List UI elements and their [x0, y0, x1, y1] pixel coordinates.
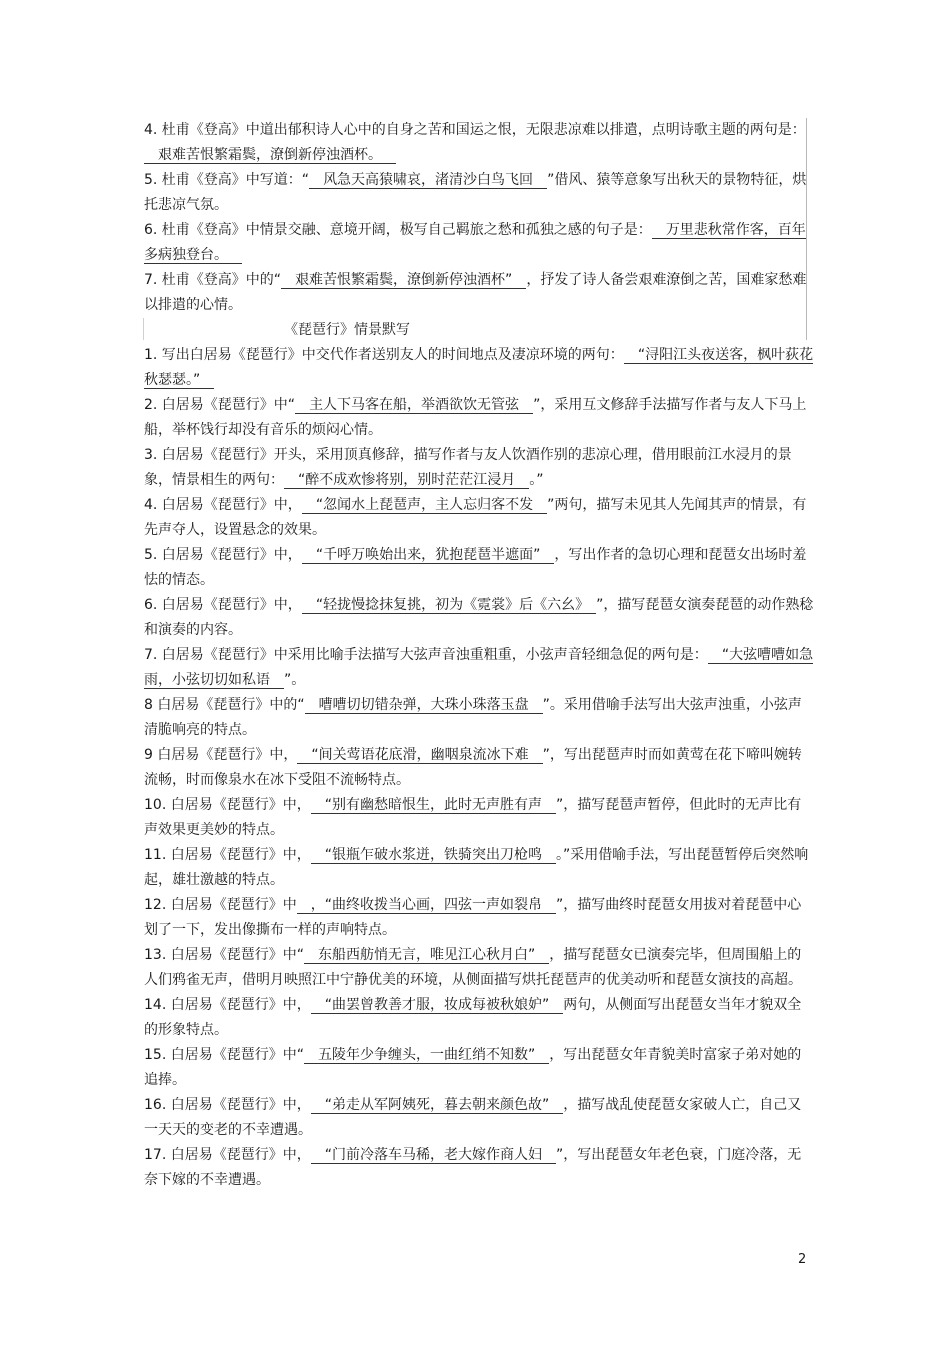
answer-blank: “别有幽愁暗恨生，此时无声胜有声 [311, 797, 556, 814]
question-item: 5. 白居易《琵琶行》中， “千呼万唤始出来，犹抱琵琶半遮面” ，写出作者的急切心理和琵琶女出场时羞怯的情态。 [144, 547, 807, 588]
document-body [144, 118, 814, 1193]
question-item: 6. 杜甫《登高》中情景交融、意境开阔，极写自己羁旅之愁和孤独之感的句子是： 万里悲秋常作客，百年多病独登台。 [144, 222, 806, 263]
question-item: 12. 白居易《琵琶行》中 ，“曲终收拨当心画，四弦一声如裂帛 ”，描写曲终时琵琶女用拔对着琵琶中心划了一下，发出像撕布一样的声响特点。 [144, 897, 802, 938]
answer-blank: 东船西舫悄无言，唯见江心秋月白” [304, 947, 549, 964]
question-item: 13. 白居易《琵琶行》中“ 东船西舫悄无言，唯见江心秋月白” ，描写琵琶女已演奏完毕，但周围船上的人们鸦雀无声，借明月映照江中宁静优美的环境，从侧面描写烘托琵琶声的优美动听和琵琶女演技的高超。 [144, 947, 802, 988]
question-item: 11. 白居易《琵琶行》中， “银瓶乍破水浆迸，铁骑突出刀枪鸣 。”采用借喻手法，写出琵琶暂停后突然响起，雄壮激越的特点。 [144, 847, 809, 888]
answer-blank: 艰难苦恨繁霜鬓，潦倒新停浊酒杯。 [144, 147, 396, 164]
answer-blank: “弟走从军阿姨死，暮去朝来颜色故” [311, 1097, 564, 1114]
question-item: 6. 白居易《琵琶行》中， “轻拢慢捻抹复挑，初为《霓裳》后《六幺》 ”，描写琵琶女演奏琵琶的动作熟稔和演奏的内容。 [144, 597, 814, 638]
answer-blank: “轻拢慢捻抹复挑，初为《霓裳》后《六幺》 [302, 597, 596, 614]
question-item: 14. 白居易《琵琶行》中， “曲罢曾教善才服，妆成每被秋娘妒” 两句，从侧面写出琵琶女当年才貌双全的形象特点。 [144, 997, 802, 1038]
question-item: 7. 白居易《琵琶行》中采用比喻手法描写大弦声音浊重粗重，小弦声音轻细急促的两句是： “大弦嘈嘈如急雨，小弦切切如私语 ”。 [144, 647, 814, 688]
question-item: 10. 白居易《琵琶行》中， “别有幽愁暗恨生，此时无声胜有声 ”，描写琵琶声暂停，但此时的无声比有声效果更美妙的特点。 [144, 797, 802, 838]
question-item: 8 白居易《琵琶行》中的“ 嘈嘈切切错杂弹，大珠小珠落玉盘 ”。采用借喻手法写出大弦声浊重，小弦声清脆响亮的特点。 [144, 697, 802, 738]
answer-blank: “大弦嘈嘈如急雨，小弦切切如私语 [144, 647, 814, 688]
answer-blank: “浔阳江头夜送客，枫叶荻花秋瑟瑟。” [144, 347, 814, 388]
answer-blank: 嘈嘈切切错杂弹，大珠小珠落玉盘 [305, 697, 543, 714]
section-title: 《琵琶行》情景默写 [284, 322, 410, 338]
question-item: 3. 白居易《琵琶行》开头，采用顶真修辞，描写作者与友人饮酒作别的悲凉心理，借用眼前江水浸月的景象，情景相生的两句： “醉不成欢惨将别，别时茫茫江浸月 。” [144, 447, 792, 488]
question-item: 15. 白居易《琵琶行》中“ 五陵年少争缠头，一曲红绡不知数” ，写出琵琶女年青貌美时富家子弟对她的追捧。 [144, 1047, 802, 1088]
answer-blank: “忽闻水上琵琶声，主人忘归客不发 [302, 497, 547, 514]
answer-blank: 主人下马客在船，举酒欲饮无管弦 [295, 397, 533, 414]
question-item: 9 白居易《琵琶行》中， “间关莺语花底滑，幽咽泉流冰下难 ”，写出琵琶声时而如黄莺在花下啼叫婉转流畅，时而像泉水在冰下受阻不流畅特点。 [144, 747, 802, 788]
question-item: 16. 白居易《琵琶行》中， “弟走从军阿姨死，暮去朝来颜色故” ，描写战乱使琵琶女家破人亡，自己又一天天的变老的不幸遭遇。 [144, 1097, 802, 1138]
answer-blank: 万里悲秋常作客，百年多病独登台。 [144, 222, 806, 263]
question-item: 4. 白居易《琵琶行》中， “忽闻水上琵琶声，主人忘归客不发 ”两句，描写未见其人先闻其声的情景，有先声夺人，设置悬念的效果。 [144, 497, 807, 538]
question-item: 2. 白居易《琵琶行》中“ 主人下马客在船，举酒欲饮无管弦 ”，采用互文修辞手法描写作者与友人下马上船，举杯饯行却没有音乐的烦闷心情。 [144, 397, 807, 438]
question-item: 17. 白居易《琵琶行》中， “门前冷落车马稀，老大嫁作商人妇 ”，写出琵琶女年老色衰，门庭冷落，无奈下嫁的不幸遭遇。 [144, 1147, 802, 1188]
answer-blank: “醉不成欢惨将别，别时茫茫江浸月 [284, 472, 529, 489]
answer-blank: 风急天高猿啸哀，渚清沙白鸟飞回 [309, 172, 547, 189]
answer-blank: “门前冷落车马稀，老大嫁作商人妇 [311, 1147, 556, 1164]
answer-blank: 五陵年少争缠头，一曲红绡不知数” [304, 1047, 549, 1064]
page-number: 2 [798, 1252, 807, 1267]
question-item: 7. 杜甫《登高》中的“ 艰难苦恨繁霜鬓，潦倒新停浊酒杯” ，抒发了诗人备尝艰难潦倒之苦，国难家愁难以排遣的心情。 [144, 272, 807, 313]
answer-blank: ，“曲终收拨当心画，四弦一声如裂帛 [297, 897, 556, 914]
answer-blank: “银瓶乍破水浆迸，铁骑突出刀枪鸣 [311, 847, 556, 864]
question-item: 1. 写出白居易《琵琶行》中交代作者送别友人的时间地点及凄凉环境的两句： “浔阳江头夜送客，枫叶荻花秋瑟瑟。” [144, 347, 814, 388]
pipa-section [144, 318, 814, 1193]
dufu-section [144, 118, 814, 318]
answer-blank: “曲罢曾教善才服，妆成每被秋娘妒” [311, 997, 564, 1014]
question-item: 5. 杜甫《登高》中写道：“ 风急天高猿啸哀，渚清沙白鸟飞回 ”借风、猿等意象写出秋天的景物特征，烘托悲凉气氛。 [144, 172, 807, 213]
answer-blank: 艰难苦恨繁霜鬓，潦倒新停浊酒杯” [281, 272, 526, 289]
answer-blank: “间关莺语花底滑，幽咽泉流冰下难 [297, 747, 542, 764]
answer-blank: “千呼万唤始出来，犹抱琵琶半遮面” [302, 547, 555, 564]
question-item: 4. 杜甫《登高》中道出郁积诗人心中的自身之苦和国运之恨，无限悲凉难以排遣，点明诗歌主题的两句是：艰难苦恨繁霜鬓，潦倒新停浊酒杯。 [144, 122, 806, 163]
